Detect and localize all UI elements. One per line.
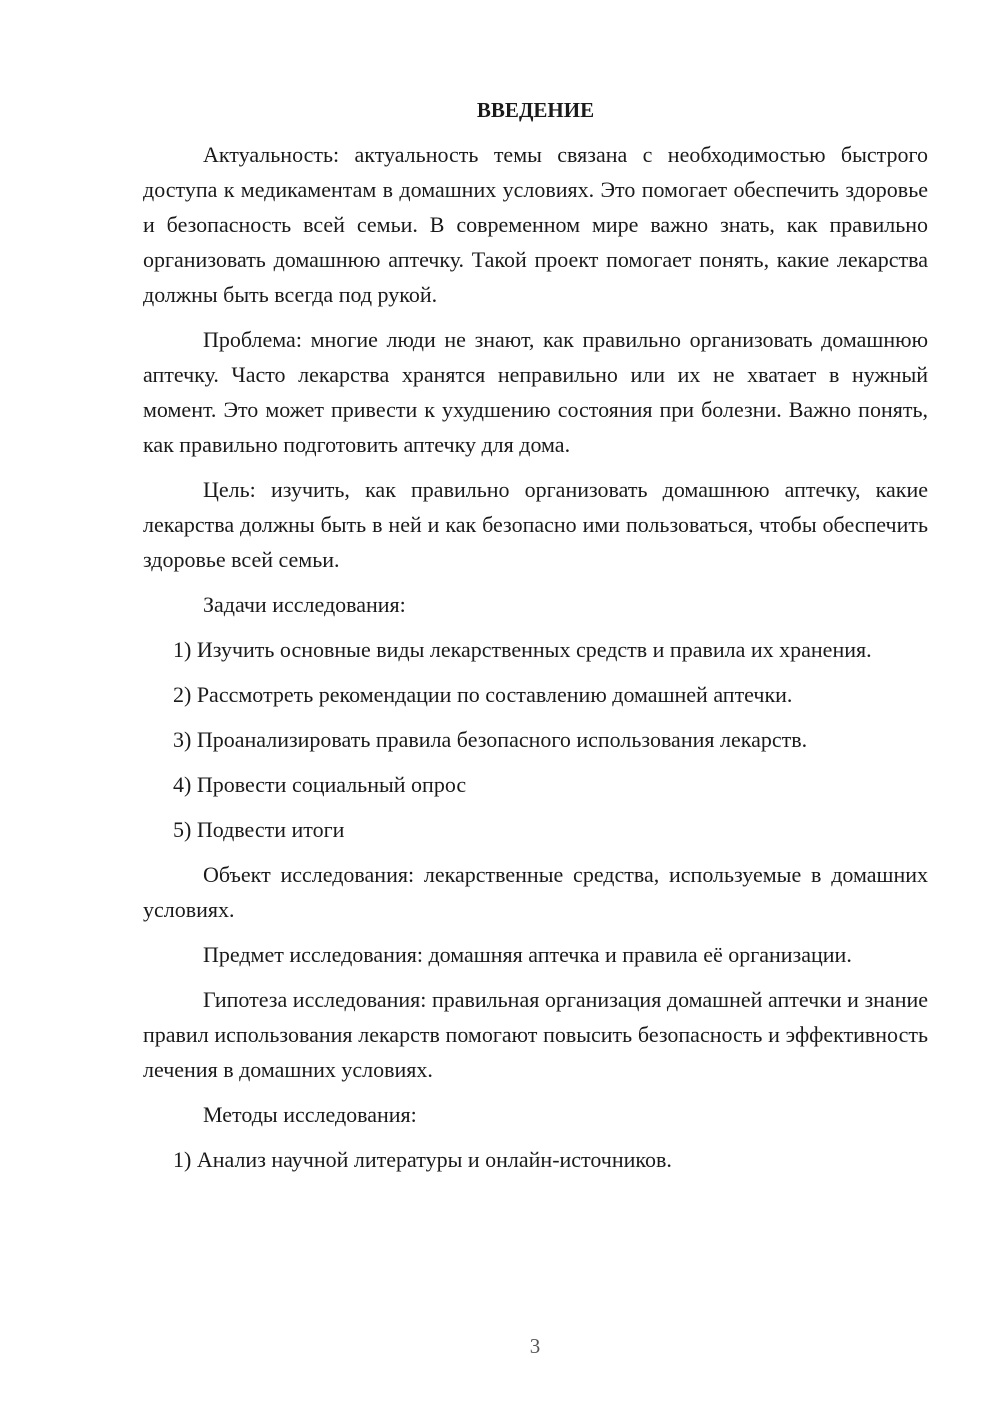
section-title: ВВЕДЕНИЕ <box>476 98 595 122</box>
page-number: 3 <box>529 1334 541 1358</box>
task-item: 2) Рассмотреть рекомендации по составлению домашней аптечки. <box>173 682 793 707</box>
subject-label: Предмет исследования: <box>203 942 423 967</box>
hypothesis-paragraph <box>143 982 928 1087</box>
goal-text: изучить, как правильно организовать домашнюю аптечку, какие лекарства должны быть в ней и как безопасно ими пользоваться, чтобы обеспечить здоровье всей семьи. <box>143 477 928 572</box>
task-item: 3) Проанализировать правила безопасного использования лекарств. <box>173 727 808 752</box>
goal-paragraph <box>143 472 928 577</box>
relevance-text: актуальность темы связана с необходимостью быстрого доступа к медикаментам в домашних условиях. Это помогает обеспечить здоровье и безопасность всей семьи. В современном мире важно знать, как правильно организовать домашнюю аптечку. Такой проект помогает понять, какие лекарства должны быть всегда под рукой. <box>143 142 928 307</box>
subject-paragraph <box>143 937 928 972</box>
subject-text: домашняя аптечка и правила её организации. <box>428 942 852 967</box>
object-text: лекарственные средства, используемые в домашних условиях. <box>143 862 929 922</box>
relevance-paragraph <box>143 137 928 312</box>
problem-label: Проблема: <box>203 327 302 352</box>
tasks-heading: Задачи исследования: <box>203 592 406 617</box>
task-item: 4) Провести социальный опрос <box>173 772 467 797</box>
problem-paragraph <box>143 322 928 462</box>
goal-label: Цель: <box>203 477 256 502</box>
task-item: 5) Подвести итоги <box>173 817 345 842</box>
method-item: 1) Анализ научной литературы и онлайн-источников. <box>173 1147 672 1172</box>
object-paragraph <box>143 857 928 927</box>
document-body <box>143 96 928 1187</box>
problem-text: многие люди не знают, как правильно организовать домашнюю аптечку. Часто лекарства хранятся неправильно или их не хватает в нужный момент. Это может привести к ухудшению состояния при болезни. Важно понять, как правильно подготовить аптечку для дома. <box>143 327 929 457</box>
methods-heading: Методы исследования: <box>203 1102 417 1127</box>
task-item: 1) Изучить основные виды лекарственных средств и правила их хранения. <box>173 637 872 662</box>
hypothesis-label: Гипотеза исследования: <box>203 987 427 1012</box>
relevance-label: Актуальность: <box>203 142 340 167</box>
hypothesis-text: правильная организация домашней аптечки и знание правил использования лекарств помогают повысить безопасность и эффективность лечения в домашних условиях. <box>143 987 929 1082</box>
object-label: Объект исследования: <box>203 862 415 887</box>
